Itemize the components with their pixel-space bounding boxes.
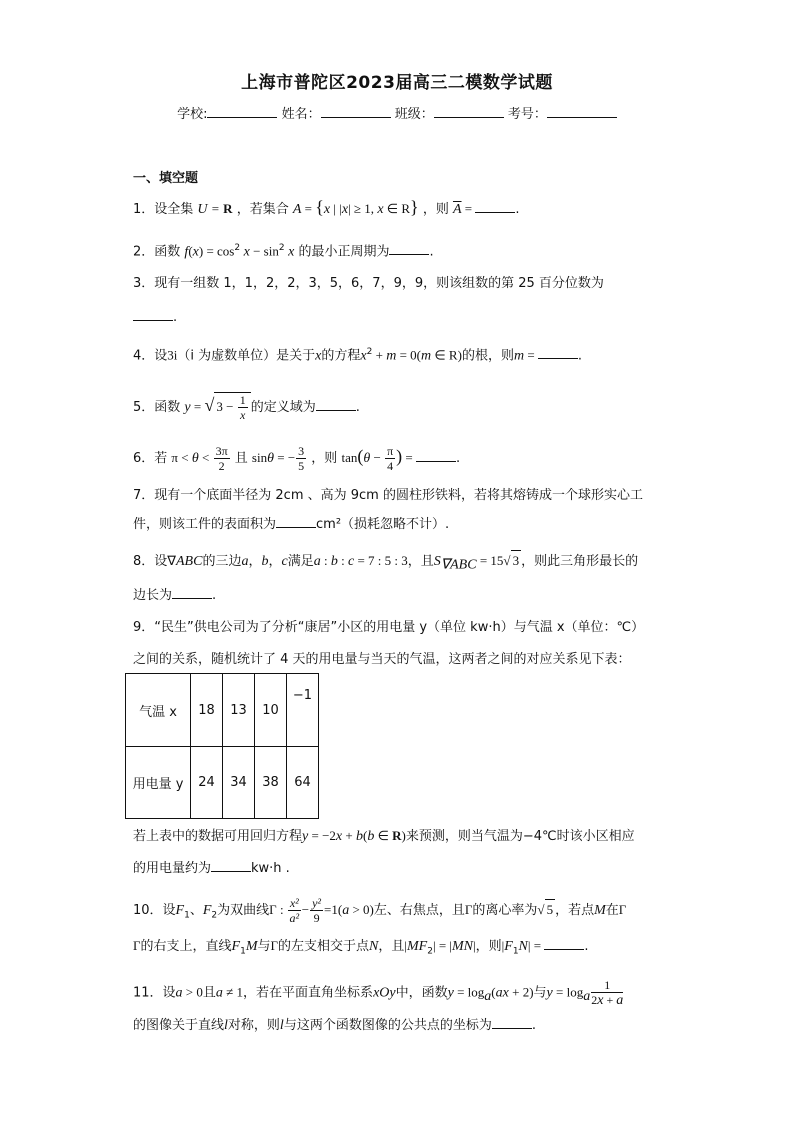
question-10-line-2: Γ的右支上，直线$F_1M$与Γ的左支相交于点N，且$|MF_2| = |MN|$，则$|F_1N|$ = . bbox=[133, 938, 589, 957]
question-1: 1．设全集 U = R ，若集合 A = {x | |x| ≥ 1, x ∈ R} ，则 $\overline{A}$ = . bbox=[133, 197, 520, 217]
question-7-line-2: 件，则该工件的表面积为 cm²（损耗忽略不计）. bbox=[133, 517, 450, 532]
answer-blank-3[interactable] bbox=[133, 308, 173, 321]
section-heading: 一、填空题 bbox=[133, 171, 199, 186]
answer-blank-7[interactable] bbox=[276, 515, 316, 528]
question-4: 4．设3i（i 为虚数单位）是关于x的方程$x^2 + m = 0(m$ ∈ R)的根，则m = . bbox=[133, 347, 583, 364]
name-label: 姓名： bbox=[281, 107, 321, 122]
question-9-line-4: 的用电量约为 kw·h . bbox=[133, 861, 290, 876]
number-blank[interactable] bbox=[547, 105, 617, 118]
table-cell: 38 bbox=[255, 747, 287, 819]
question-11-line-1: 11．设a > 0且a ≠ 1，若在平面直角坐标系xOy中，函数$y = \log_a(ax + 2)$与$y = \log_a$ $\frac{1}{2x + a}$ bbox=[133, 978, 624, 1008]
question-8-line-2: 边长为 . bbox=[133, 588, 217, 603]
answer-blank-9[interactable] bbox=[211, 859, 251, 872]
answer-blank-11[interactable] bbox=[492, 1016, 532, 1029]
answer-blank-4[interactable] bbox=[538, 346, 578, 359]
question-9-line-2: 之间的关系，随机统计了 4 天的用电量与当天的气温，这两者之间的对应关系见下表： bbox=[133, 652, 631, 667]
question-6: 6．若 π < θ < $\frac{3\pi}{2}$ 且 sinθ = − $\frac{3}{5}$ ，则 tan(θ − $\frac{\pi}{4}$ ) = . bbox=[133, 444, 461, 473]
table-cell: 24 bbox=[191, 747, 223, 819]
name-blank[interactable] bbox=[321, 105, 391, 118]
class-blank[interactable] bbox=[434, 105, 504, 118]
answer-blank-6[interactable] bbox=[416, 449, 456, 462]
question-2: 2．函数 $f(x) = \cos^2 x - \sin^2 x$ 的最小正周期为 . bbox=[133, 243, 434, 260]
school-blank[interactable] bbox=[207, 105, 277, 118]
question-3: 3．现有一组数 1，1，2，2，3，5，6，7，9，9，则该组数的第 25 百分位数为 bbox=[133, 276, 604, 291]
question-10-line-1: 10．设$F_1$、$F_2$为双曲线Γ : $\frac{\text{x²}}{\text{a²}}$ − $\frac{\text{y²}}{9}$ =1(a > 0)左、右焦点，且Γ的离心率为√ 5 ，若点M在Γ bbox=[133, 896, 627, 925]
question-3-answer-line: . bbox=[133, 308, 663, 328]
school-label: 学校: bbox=[177, 107, 208, 122]
answer-blank-5[interactable] bbox=[316, 398, 356, 411]
question-9-line-1: 9．“民生”供电公司为了分析“康居”小区的用电量 y（单位 kw·h）与气温 x（单位：℃） bbox=[133, 620, 645, 635]
answer-blank-10[interactable] bbox=[544, 937, 584, 950]
number-label: 考号： bbox=[507, 107, 547, 122]
table-cell: 34 bbox=[223, 747, 255, 819]
question-11-line-2: 的图像关于直线l对称，则l与这两个函数图像的公共点的坐标为 . bbox=[133, 1018, 536, 1033]
answer-blank-2[interactable] bbox=[389, 242, 429, 255]
table-cell: −1 bbox=[287, 674, 319, 747]
answer-blank-8[interactable] bbox=[172, 586, 212, 599]
table-cell: 64 bbox=[287, 747, 319, 819]
question-9-line-3: 若上表中的数据可用回归方程y = −2x + b(b ∈ R)来预测，则当气温为−4℃时该小区相应 bbox=[133, 828, 635, 844]
table-row-label: 气温 x bbox=[126, 674, 191, 747]
page-title: 上海市普陀区2023届高三二模数学试题 bbox=[241, 73, 553, 93]
table-cell: 18 bbox=[191, 674, 223, 747]
question-7-line-1: 7．现有一个底面半径为 2cm 、高为 9cm 的圆柱形铁料，若将其熔铸成一个球形实心工 bbox=[133, 488, 643, 503]
table-cell: 10 bbox=[255, 674, 287, 747]
table-row bbox=[126, 674, 319, 747]
student-info-line bbox=[0, 103, 794, 122]
question-5: 5．函数 y = √ 3 − $\frac{1}{x}$ 的定义域为 . bbox=[133, 393, 360, 422]
table-row bbox=[126, 747, 319, 819]
answer-blank-1[interactable] bbox=[475, 200, 515, 213]
table-row-label: 用电量 y bbox=[126, 747, 191, 819]
question-8-line-1: 8．设∇ABC的三边a，b，c满足a : b : c = 7 : 5 : 3，且$S_{\nabla ABC} = 15√$ 3 ，则此三角形最长的 bbox=[133, 550, 663, 576]
table-cell: 13 bbox=[223, 674, 255, 747]
class-label: 班级： bbox=[394, 107, 434, 122]
temperature-electricity-table bbox=[125, 673, 319, 819]
